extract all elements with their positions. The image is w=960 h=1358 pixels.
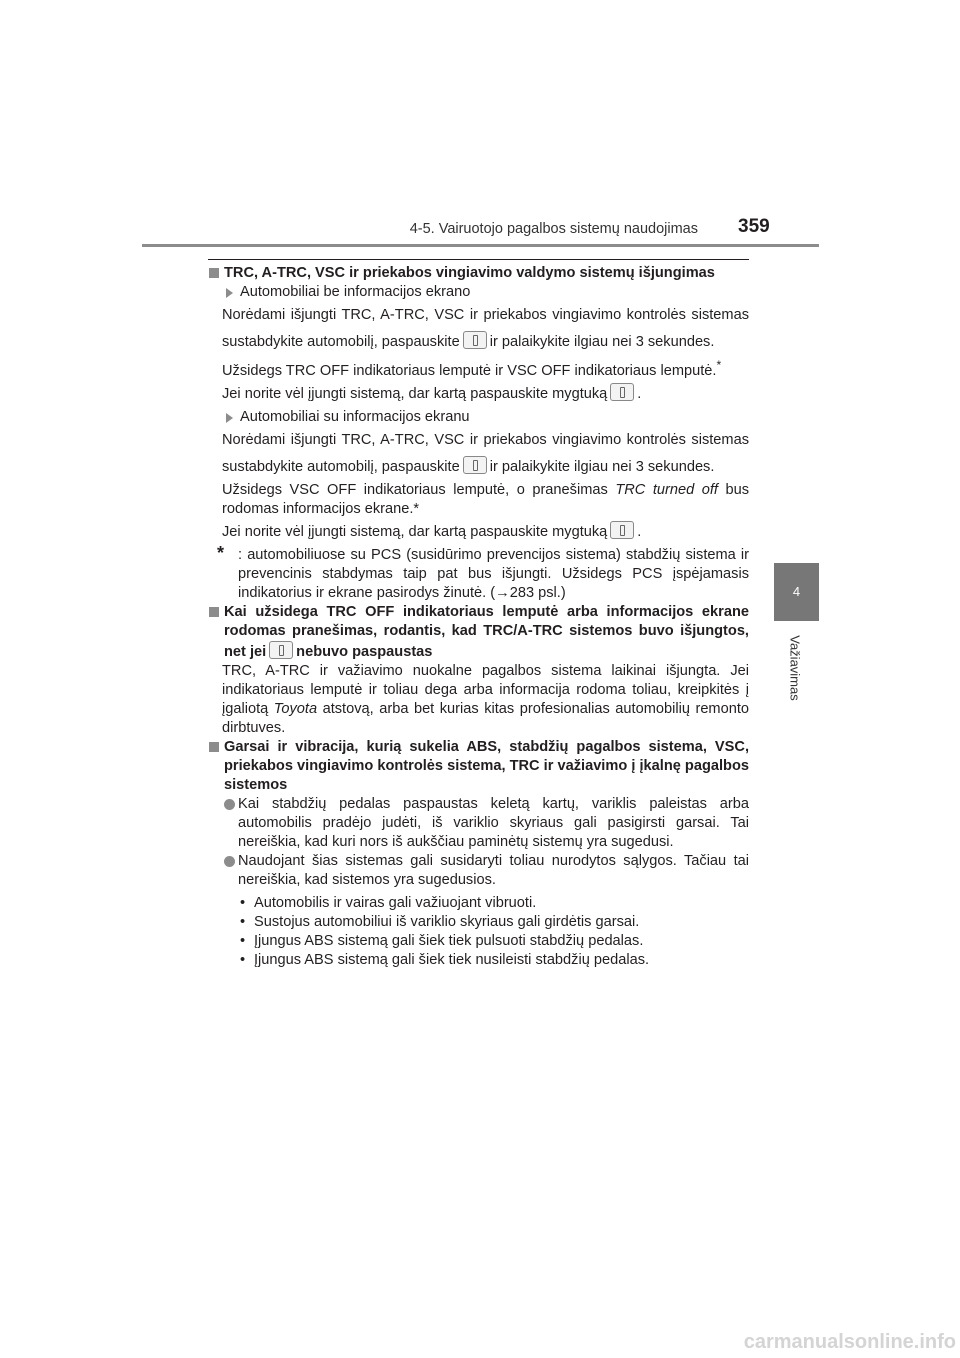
- triangle-bullet-icon: [226, 288, 233, 298]
- section-square-icon: [209, 607, 219, 617]
- paragraph-text: TRC, A-TRC ir važiavimo nuokalne pagalbos sistema laikinai išjungta. Jei indikatoriaus lemputė ir toliau dega arba informacija rodoma toliau, kreipkitės į įgaliotą: [222, 662, 749, 717]
- paragraph-text: Jei norite vėl įjungti sistemą, dar kartą paspauskite mygtuką: [222, 523, 608, 540]
- paragraph-text: Užsidegs VSC OFF indikatoriaus lemputė, o pranešimas: [222, 481, 608, 498]
- subheading-text: Automobiliai su informacijos ekranu: [240, 408, 470, 425]
- section-heading-sounds: [208, 738, 749, 795]
- circle-item-text: Kai stabdžių pedalas paspaustas keletą kartų, variklis paleistas arba automobilis pradėjo judėti, iš variklio skyriaus gali pasigirsti garsai. Tai nereiškia, kad kuri nors iš aukščiau paminėtų sistemų yra sugedusi.: [238, 795, 749, 850]
- bullet: •: [240, 951, 246, 968]
- vsc-off-switch-icon: [610, 383, 634, 401]
- footnote-asterisk: *: [217, 542, 225, 563]
- footnote: [208, 542, 749, 603]
- circle-item: [208, 795, 749, 852]
- paragraph: [208, 481, 749, 519]
- circle-item: [208, 852, 749, 890]
- heading-text: Kai užsidega TRC OFF indikatoriaus lemputė arba informacijos ekrane rodomas pranešimas, rodantis, kad TRC/A-TRC sistemos buvo išjungtos, net jei: [224, 603, 749, 660]
- paragraph-text: ir palaikykite ilgiau nei 3 sekundes.: [489, 458, 715, 475]
- list-item: [208, 951, 749, 970]
- header-rule: [142, 244, 819, 247]
- paragraph-text: Jei norite vėl įjungti sistemą, dar kartą paspauskite mygtuką: [222, 385, 608, 402]
- paragraph: [208, 356, 749, 381]
- vsc-off-switch-icon: [463, 331, 487, 349]
- paragraph-text: ir palaikykite ilgiau nei 3 sekundes.: [489, 334, 715, 350]
- watermark: carmanualsonline.info: [743, 1331, 956, 1353]
- list-item-text: Įjungus ABS sistemą gali šiek tiek pulsuoti stabdžių pedalas.: [254, 932, 644, 949]
- section-square-icon: [209, 742, 219, 752]
- list-item: [208, 932, 749, 951]
- subheading-with-display: [208, 408, 749, 427]
- page-content: [208, 264, 749, 970]
- heading-text: Garsai ir vibracija, kurią sukelia ABS, stabdžių pagalbos sistema, VSC, priekabos vingiavimo kontrolės sistema, TRC ir važiavimo į įkalnę pagalbos sistemos: [224, 738, 749, 793]
- list-item-text: Automobilis ir vairas gali važiuojant vibruoti.: [254, 894, 537, 911]
- triangle-bullet-icon: [226, 413, 233, 423]
- subheading-text: Automobiliai be informacijos ekrano: [240, 284, 471, 300]
- section-rule: [208, 259, 749, 260]
- bullet-list: [208, 894, 749, 970]
- bullet: •: [240, 894, 246, 911]
- paragraph-text: .: [637, 523, 642, 540]
- chapter-tab: 4: [774, 563, 819, 621]
- header-title: 4-5. Vairuotojo pagalbos sistemų naudojimas: [409, 221, 698, 237]
- circle-bullet-icon: [224, 799, 235, 810]
- paragraph: [208, 662, 749, 738]
- section-heading-trc-warning: [208, 603, 749, 662]
- paragraph-text: atstovą, arba bet kurias kitas profesionalias automobilių remonto dirbtuves.: [222, 700, 749, 736]
- paragraph: [208, 427, 749, 481]
- circle-bullet-icon: [224, 856, 235, 867]
- chapter-label-text: Važiavimas: [787, 635, 803, 701]
- footnote-text: : automobiliuose su PCS (susidūrimo prevencijos sistema) stabdžių sistema ir prevencinis stabdymas taip pat bus išjungti. Užsidegs PCS įspėjamasis indikatorius ir ekrane pasirodys žinutė. (→283 psl.): [238, 546, 749, 601]
- chapter-label: [780, 632, 810, 704]
- paragraph: [208, 302, 749, 356]
- bullet: •: [240, 932, 246, 949]
- paragraph-text: Norėdami išjungti TRC, A-TRC, VSC ir priekabos vingiavimo kontrolės sistemas sustabdykite automobilį, paspauskite: [222, 431, 749, 475]
- list-item: [208, 894, 749, 913]
- brand-text: Toyota: [273, 700, 318, 717]
- paragraph-text: .: [637, 385, 642, 402]
- paragraph: [208, 519, 749, 546]
- list-item-text: Įjungus ABS sistemą gali šiek tiek nusileisti stabdžių pedalas.: [254, 951, 650, 968]
- section-heading-trc-off: [208, 264, 749, 283]
- paragraph-text: Užsidegs TRC OFF indikatoriaus lemputė ir VSC OFF indikatoriaus lemputė.: [222, 362, 717, 379]
- circle-item-text: Naudojant šias sistemas gali susidaryti toliau nurodytos sąlygos. Tačiau tai nereiškia, kad sistemos yra sugedusios.: [238, 852, 749, 888]
- vsc-off-switch-icon: [269, 641, 293, 659]
- paragraph: [208, 381, 749, 408]
- bullet: •: [240, 913, 246, 930]
- paragraph-text: Norėdami išjungti TRC, A-TRC, VSC ir priekabos vingiavimo kontrolės sistemas sustabdykite automobilį, paspauskite: [222, 307, 749, 350]
- section-square-icon: [209, 268, 219, 278]
- footnote-marker: *: [716, 358, 722, 372]
- heading-text: nebuvo paspaustas: [296, 643, 433, 660]
- vsc-off-switch-icon: [610, 521, 634, 539]
- vsc-off-switch-icon: [463, 456, 487, 474]
- subheading-no-display: [208, 283, 749, 302]
- paragraph-text: bus rodomas informacijos ekrane.*: [222, 481, 750, 517]
- message-text: TRC turned off: [615, 481, 718, 498]
- list-item-text: Sustojus automobiliui iš variklio skyriaus gali girdėtis garsai.: [254, 913, 640, 930]
- heading-text: TRC, A-TRC, VSC ir priekabos vingiavimo valdymo sistemų išjungimas: [224, 265, 715, 281]
- page-number: 359: [738, 216, 770, 237]
- list-item: [208, 913, 749, 932]
